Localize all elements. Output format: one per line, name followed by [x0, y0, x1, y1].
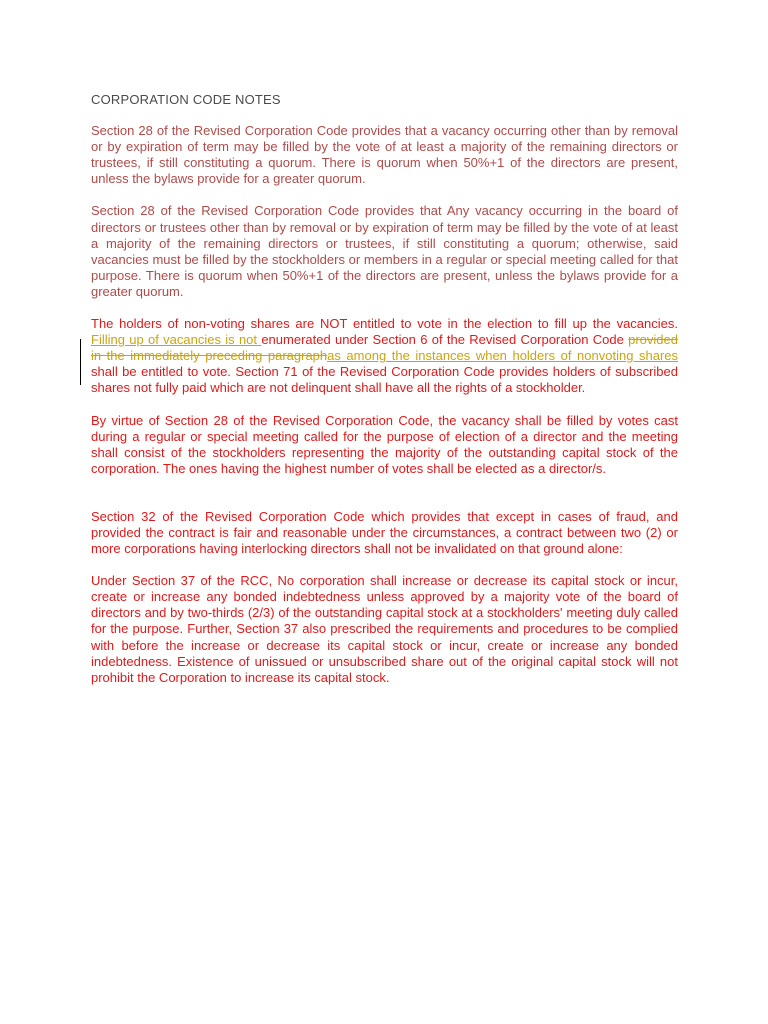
paragraph-3-sentence-2: enumerated under Section 6 of the Revised Corporation Code: [261, 332, 629, 348]
paragraph-1: Section 28 of the Revised Corporation Code provides that a vacancy occurring other than by removal or by expiration of term may be filled by the vote of at least a majority of the remaining directors or trustees, if still constituting a quorum. There is quorum when 50%+1 of the directors are present, unless the bylaws provide for a greater quorum.: [91, 123, 678, 187]
paragraph-4: By virtue of Section 28 of the Revised Corporation Code, the vacancy shall be filled by votes cast during a regular or special meeting called for the purpose of election of a director and the meeting shall consist of the stockholders representing the majority of the outstanding capital stock of the corporation. The ones having the highest number of votes shall be elected as a director/s.: [91, 412, 678, 476]
paragraph-3-sentence-1: The holders of non-voting shares are NOT entitled to vote in the election to fill up the vacancies.: [91, 316, 678, 332]
document-body: [91, 92, 678, 702]
document-title: CORPORATION CODE NOTES: [91, 92, 281, 107]
tracked-insertion-1: Filling up of vacancies is not: [91, 332, 262, 348]
paragraph-6: Under Section 37 of the RCC, No corporation shall increase or decrease its capital stock or incur, create or increase any bonded indebtedness unless approved by a majority vote of the board of directors and by two-thirds (2/3) of the outstanding capital stock at a stockholders' meeting duly called for the purpose. Further, Section 37 also prescribed the requirements and procedures to be complied with before the increase or decrease its capital stock or incur, create or increase any bonded indebtedness. Existence of unissued or unsubscribed share out of the original capital stock will not prohibit the Corporation to increase its capital stock.: [91, 573, 678, 685]
paragraph-2: Section 28 of the Revised Corporation Code provides that Any vacancy occurring in the board of directors or trustees other than by removal or by expiration of term may be filled by the vote of at least a majority of the remaining directors or trustees, if still constituting a quorum; otherwise, said vacancies must be filled by the stockholders or members in a regular or special meeting called for that purpose. There is quorum when 50%+1 of the directors are present, unless the bylaws provide for a greater quorum.: [91, 203, 678, 299]
change-bar: [80, 339, 81, 385]
blank-line: [91, 493, 678, 509]
tracked-insertion-2: as among the instances when holders of nonvoting shares: [327, 348, 679, 364]
tracked-deletion-1: provided in the immediately preceding paragraph: [91, 332, 678, 364]
paragraph-3-sentence-3: shall be entitled to vote. Section 71 of the Revised Corporation Code provides holders of subscribed shares not fully paid which are not delinquent shall have all the rights of a stockholder.: [91, 364, 678, 396]
paragraph-5: Section 32 of the Revised Corporation Code which provides that except in cases of fraud, and provided the contract is fair and reasonable under the circumstances, a contract between two (2) or more corporations having interlocking directors shall not be invalidated on that ground alone:: [91, 508, 678, 557]
paragraph-3: [91, 316, 678, 396]
